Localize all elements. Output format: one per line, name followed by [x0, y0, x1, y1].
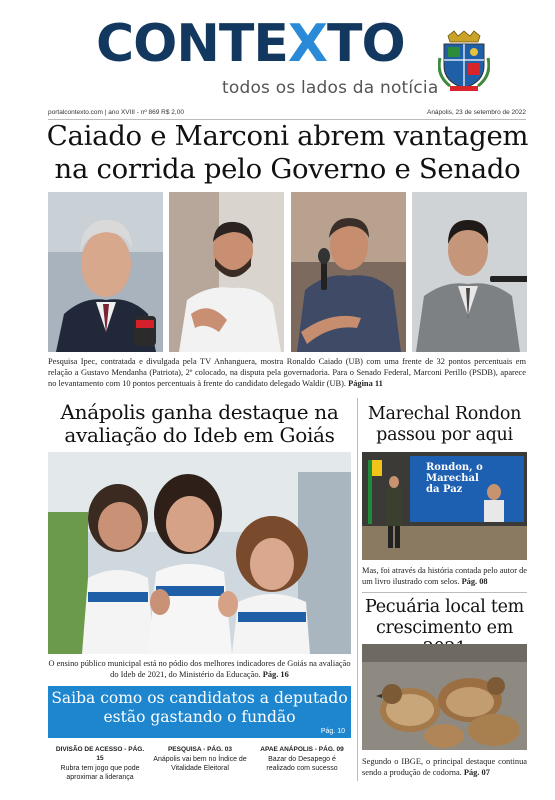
main-story-caption: Pesquisa Ipec, contratada e divulgada pela TV Anhanguera, mostra Ronaldo Caiado (UB) com uma frente de 32 pontos percentuais em relação a Gustavo Mendanha (Patriota), 2º colocado, na disputa pela governadoria. Para o Senado Federal, Marconi Perillo (PSDB), aparece no levantamento com 10 pontos percentuais à frente do candidato delegado Waldir (UB). Página 11 [48, 357, 526, 388]
masthead [0, 0, 555, 110]
issue-info[interactable]: portalcontexto.com | ano XVIII - nº 869 R$ 2,00 [48, 109, 184, 116]
main-story-page-ref[interactable]: Página 11 [348, 379, 383, 388]
campaign-fund-title: Saiba como os candidatos a deputado estão gastando o fundão [51, 689, 348, 726]
photo-waldir [412, 192, 527, 352]
rondon-caption: Mas, foi através da história contada pelo autor de um livro ilustrado com selos. Pág. 08 [362, 566, 527, 586]
section-divider [362, 592, 527, 593]
photo-rondon-event [362, 452, 527, 560]
main-headline[interactable]: Caiado e Marconi abrem vantagem na corrida pelo Governo e Senado [46, 120, 529, 185]
issue-info-bar [48, 108, 526, 120]
rondon-page-ref[interactable]: Pág. 08 [461, 577, 488, 586]
issue-date: Anápolis, 23 de setembro de 2022 [426, 109, 526, 116]
column-divider [357, 398, 358, 781]
teaser-apae[interactable]: APAE ANÁPOLIS - PÁG. 09 Bazar do Desapego é realizado com sucesso [260, 746, 344, 772]
ideb-caption: O ensino público municipal está no pódio dos melhores indicadores de Goiás na avaliação do Ideb de 2021, do Ministério da Educação. Pág. 16 [48, 659, 351, 679]
pecuaria-headline[interactable]: Pecuária local tem crescimento em [365, 597, 524, 638]
photo-mendanha [169, 192, 284, 352]
photo-marconi [291, 192, 406, 352]
tagline: todos os lados da notícia [222, 78, 439, 98]
city-crest-icon [438, 30, 490, 92]
rondon-screen-text: Rondon, o Marechal da Paz [426, 462, 483, 495]
newspaper-logo[interactable]: CONTEXTO [96, 14, 405, 74]
pecuaria-caption: Segundo o IBGE, o principal destaque continua sendo a produção de codorna. Pág. 07 [362, 757, 527, 777]
photo-children [48, 452, 351, 654]
teaser-divisao[interactable]: DIVISÃO DE ACESSO - PÁG. 15 Rubra tem jogo que pode aproximar a liderança [55, 746, 145, 781]
ideb-page-ref[interactable]: Pág. 16 [262, 670, 289, 679]
rondon-headline[interactable]: Marechal Rondon passou por aqui [367, 404, 522, 445]
pecuaria-page-ref[interactable]: Pág. 07 [463, 768, 490, 777]
campaign-fund-page-ref[interactable]: Pág. 10 [320, 728, 345, 735]
ideb-headline[interactable]: Anápolis ganha destaque na avaliação do Ideb em Goiás [60, 400, 339, 447]
photo-caiado [48, 192, 163, 352]
teaser-pesquisa[interactable]: PESQUISA - PÁG. 03 Anápolis vai bem no Índice de Vitalidade Eleitoral [153, 746, 247, 772]
campaign-fund-box[interactable] [48, 686, 351, 738]
photo-quails [362, 644, 527, 750]
